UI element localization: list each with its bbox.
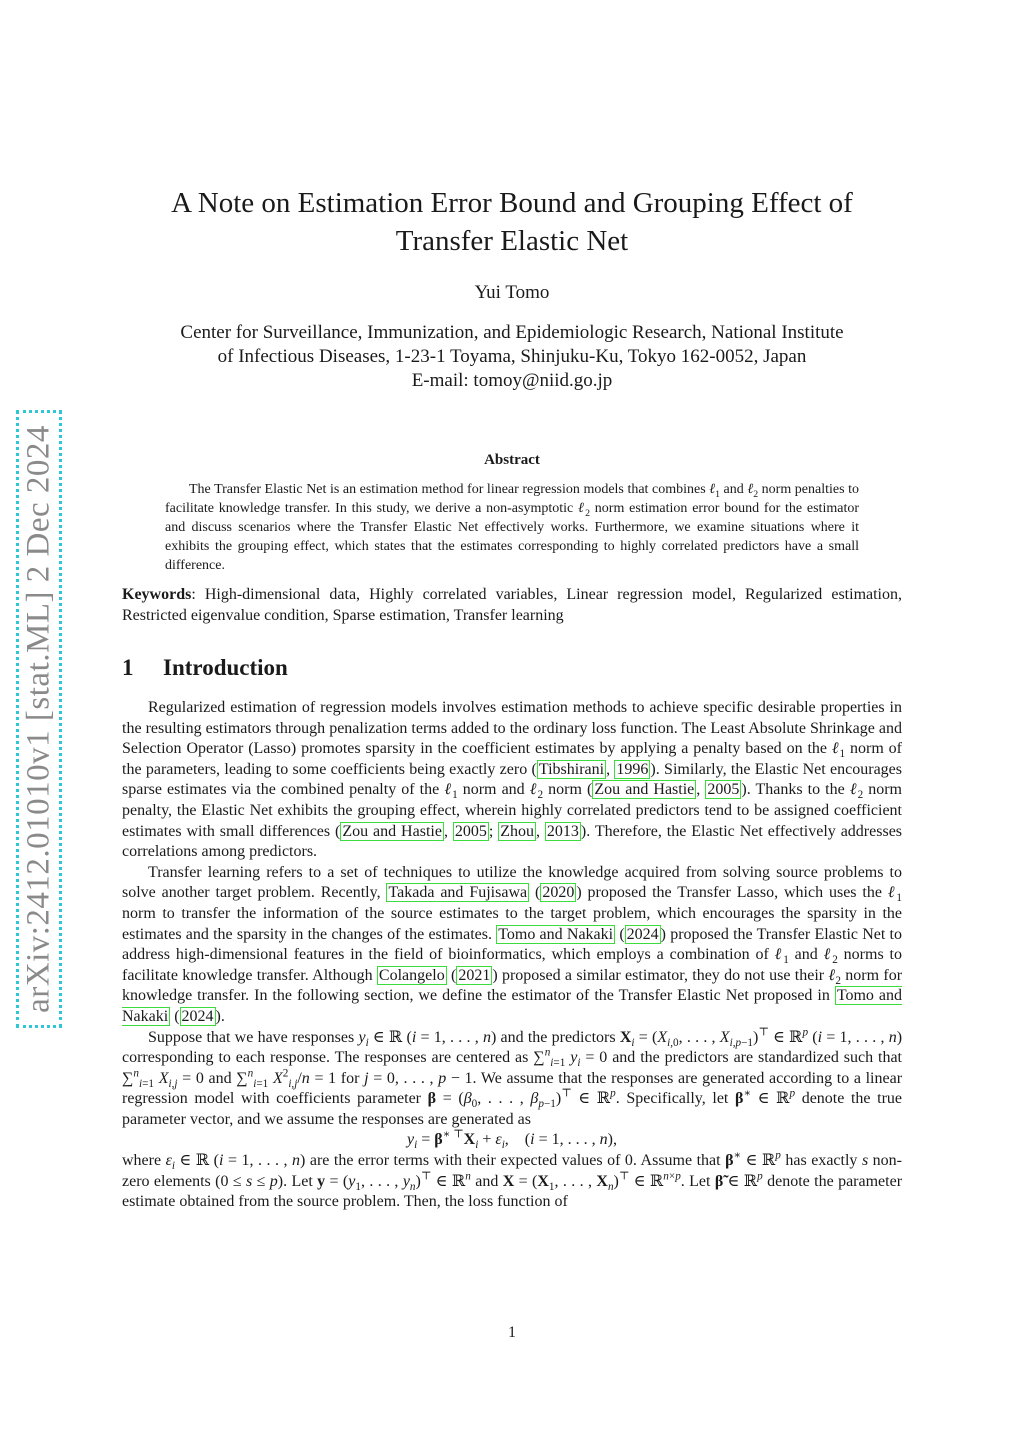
abstract-heading: Abstract — [484, 452, 540, 468]
title-line-2: Transfer Elastic Net — [395, 225, 629, 257]
title-line-1: A Note on Estimation Error Bound and Grouping Effect of — [171, 187, 853, 219]
paragraph: where $\varepsilon_i$ ∈ ℝ (i = 1, . . . , n) are the error terms with their expected values of 0. Assume that β∗ ∈ ℝ$^p$ has exactly s non-zero elements (0 ≤ s ≤ p). Let $y = (y_1$, . . . , $y_n)^⊤$ ∈ ℝ$^n$ and $X = (X_1$, . . . , $X_n)^⊤$ ∈ ℝ$^{n\times p}$. Let β̃ ∈ ℝ$^p$ denote the parameter estimate obtained from the source problem. Then, the loss function of — [122, 1149, 903, 1211]
citation-link[interactable]: Zou and Hastie — [342, 822, 442, 840]
citation-link[interactable]: Zou and Hastie — [594, 781, 695, 799]
citation-link[interactable]: Tomo and Nakaki — [498, 925, 614, 943]
citation-link[interactable]: Tomo and Nakaki — [122, 987, 903, 1025]
arxiv-stamp — [16, 410, 62, 1028]
paragraph: Suppose that we have responses $y_i$ ∈ ℝ (i = 1, . . . , n) and the predictors $X_i = (X_{i,0}$, . . . , $X_{i,p-1})^⊤$ ∈ ℝ$^p$ (i = 1, . . . , n) corresponding to each response. The responses are centered as ∑$^n_{i=1}$ $y_i = 0$ and the predictors are standardized such that ∑$^n_{i=1}$ $X_{i,j} = 0$ and ∑$^n_{i=1}$ $X^2_{i,j}/n = 1$ for j = 0, . . . , p − 1. We assume that the responses are generated according to a linear regression model with coefficients parameter $\beta = (\beta_0$, . . . , $\beta_{p-1})^⊤$ ∈ ℝ$^p$. Specifically, let β∗ ∈ ℝ$^p$ denote the true parameter vector, and we assume the responses are generated as — [122, 1026, 903, 1128]
affiliation-line-2: of Infectious Diseases, 1-23-1 Toyama, Shinjuku-Ku, Tokyo 162-0052, Japan — [217, 346, 807, 367]
email-line: E-mail: tomoy@niid.go.jp — [411, 370, 613, 391]
citation-year-link[interactable]: 2020 — [542, 884, 575, 902]
citation-year-link[interactable]: 2024 — [626, 925, 659, 943]
equation: $y_i = \beta^{∗ ⊤}X_i + \varepsilon_i$, (i = 1, . . . , n), — [407, 1129, 617, 1152]
citation-link[interactable]: Takada and Fujisawa — [388, 884, 528, 902]
section-title: Introduction — [163, 655, 288, 680]
citation-year-link[interactable]: 2013 — [546, 822, 579, 840]
arxiv-stamp-text: arXiv:2412.01010v1 [stat.ML] 2 Dec 2024 — [20, 425, 57, 1013]
citation-year-link[interactable]: 2005 — [454, 822, 487, 840]
abstract-body: The Transfer Elastic Net is an estimation method for linear regression models that combines ℓ$_1$ and ℓ$_2$ norm penalties to facilitate knowledge transfer. In this study, we derive a non-asymptotic ℓ$_2$ norm estimation error bound for the estimator and discuss scenarios where the Transfer Elastic Net effectively works. Furthermore, we examine situations where it exhibits the grouping effect, which states that the estimates corresponding to highly correlated predictors have a small difference. — [165, 482, 859, 573]
citation-link[interactable]: Tibshirani — [538, 760, 605, 778]
paragraph: Transfer learning refers to a set of techniques to utilize the knowledge acquired from solving source problems to solve another target problem. Recently, Takada and Fujisawa ( 2020 ) proposed the Transfer Lasso, which uses the ℓ$_1$ norm to transfer the information of the source estimates to the target problem, which encourages the sparsity in the estimates and the sparsity in the changes of the estimates. Tomo and Nakaki ( 2024 ) proposed the Transfer Elastic Net to address high-dimensional features in the field of bioinformatics, which employs a combination of ℓ$_1$ and ℓ$_2$ norms to facilitate knowledge transfer. Although Colangelo ( 2021 ) proposed a similar estimator, they do not use their ℓ$_2$ norm for knowledge transfer. In the following section, we define the estimator of the Transfer Elastic Net proposed in Tomo and Nakaki ( 2024 ). — [122, 863, 903, 1025]
citation-year-link[interactable]: 2024 — [181, 1007, 214, 1025]
citation-link[interactable]: Colangelo — [378, 966, 445, 984]
citation-link[interactable]: Zhou — [500, 822, 534, 840]
introduction-body — [122, 698, 902, 1213]
affiliation — [0, 321, 1024, 393]
keywords-text: : High-dimensional data, Highly correlated variables, Linear regression model, Regularized estimation, Restricted eigenvalue condition, Sparse estimation, Transfer learning — [122, 586, 902, 624]
section-number: 1 — [122, 655, 134, 680]
author: Yui Tomo — [474, 282, 550, 303]
affiliation-line-1: Center for Surveillance, Immunization, and Epidemiologic Research, National Institute — [180, 322, 844, 343]
citation-year-link[interactable]: 2005 — [707, 781, 740, 799]
section-heading — [122, 655, 288, 681]
keywords-label: Keywords — [122, 586, 192, 603]
paragraph: Regularized estimation of regression models involves estimation methods to achieve specific desirable properties in the resulting estimators through penalization terms added to the ordinary loss function. The Least Absolute Shrinkage and Selection Operator (Lasso) promotes sparsity in the coefficient estimates by applying a penalty based on the ℓ$_1$ norm of the parameters, leading to some coefficients being exactly zero ( Tibshirani , 1996 ). Similarly, the Elastic Net encourages sparse estimates via the combined penalty of the ℓ$_1$ norm and ℓ$_2$ norm ( Zou and Hastie , 2005 ). Thanks to the ℓ$_2$ norm penalty, the Elastic Net exhibits the grouping effect, wherein highly correlated predictors tend to be assigned coefficient estimates with small differences ( Zou and Hastie , 2005 ; Zhou , 2013 ). Therefore, the Elastic Net effectively addresses correlations among predictors. — [122, 699, 903, 861]
paper-title — [0, 184, 1024, 260]
citation-year-link[interactable]: 1996 — [616, 760, 649, 778]
citation-year-link[interactable]: 2021 — [458, 966, 491, 984]
keywords — [122, 584, 902, 626]
page-number: 1 — [508, 1324, 516, 1341]
